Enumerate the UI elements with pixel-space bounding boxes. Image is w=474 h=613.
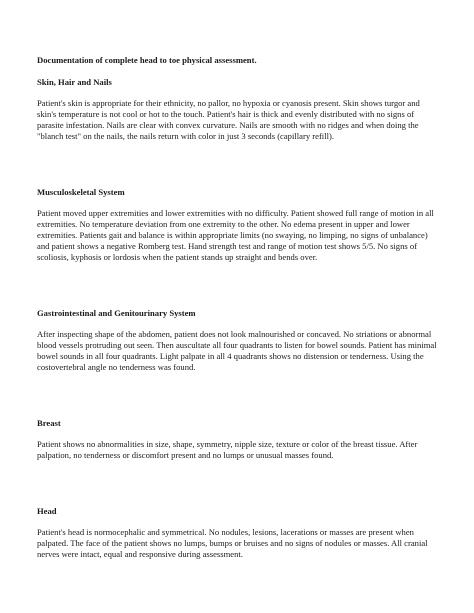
section-body: Patient's head is normocephalic and symmetrical. No nodules, lesions, lacerations or masses are present when palpated. The face of the patient shows no lumps, bumps or bruises and no signs of nodules or masses. All cranial nerves were intact, equal and responsive during assessment. — [37, 527, 428, 559]
section-heading: Head — [37, 506, 57, 516]
section-breast — [37, 418, 441, 461]
section-body: Patient moved upper extremities and lower extremities with no difficulty. Patient showed full range of motion in all extremities. No temperature deviation from one extremity to the other. No edema present in upper and lower extremities. Patients gait and balance is within appropriate limits (no swaying, no limping, no signs of unbalance) and patient shows a negative Romberg test. Hand strength test and range of motion test shows 5/5. No signs of scoliosis, kyphosis or lordosis when the patient stands up straight and bends over. — [37, 208, 434, 262]
section-head — [37, 506, 441, 560]
section-heading: Skin, Hair and Nails — [37, 77, 112, 87]
document-title: Documentation of complete head to toe physical assessment. — [37, 55, 257, 65]
section-body: Patient's skin is appropriate for their ethnicity, no pallor, no hypoxia or cyanosis present. Skin shows turgor and skin's temperature is not cool or hot to the touch. Patient's hair is thick and evenly distributed with no signs of parasite infestation. Nails are clear with convex curvature. Nails are smooth with no ridges and when doing the "blanch test" on the nails, the nails return with color in just 3 seconds (capillary refill). — [37, 98, 420, 141]
section-heading: Gastrointestinal and Genitourinary System — [37, 308, 196, 318]
section-body: After inspecting shape of the abdomen, patient does not look malnourished or concaved. No striations or abnormal blood vessels protruding out seen. Then auscultate all four quadrants to listen for bowel sounds. Patient has minimal bowel sounds in all four quadrants. Light palpate in all 4 quadrants shows no distension or tenderness. Using the costovertebral angle no tenderness was found. — [37, 329, 437, 372]
section-musculoskeletal — [37, 187, 441, 263]
document-content — [37, 55, 441, 560]
section-body: Patient shows no abnormalities in size, shape, symmetry, nipple size, texture or color of the breast tissue. After palpation, no tenderness or discomfort present and no lumps or unusual masses found. — [37, 439, 418, 460]
section-gastrointestinal-genitourinary — [37, 308, 441, 373]
section-heading: Breast — [37, 418, 61, 428]
section-skin-hair-nails — [37, 77, 441, 142]
section-heading: Musculoskeletal System — [37, 187, 125, 197]
